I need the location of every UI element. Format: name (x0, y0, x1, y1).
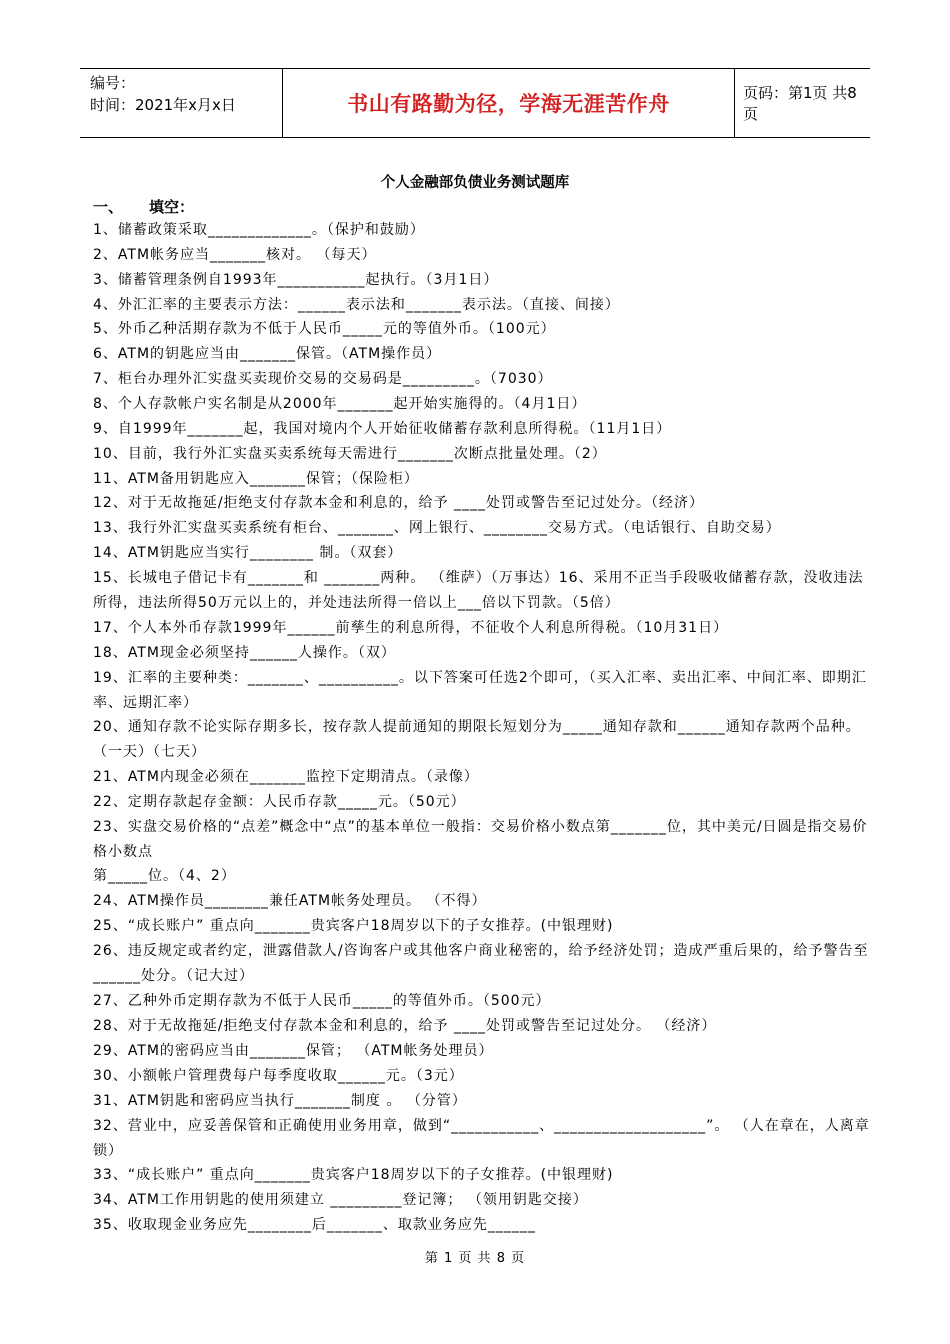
question-item: 12、对于无故拖延/拒绝支付存款本金和利息的，给予 ____处罚或警告至记过处分。（经济） (93, 495, 704, 511)
question-item: 7、柜台办理外汇实盘买卖现价交易的交易码是_________。（7030） (93, 371, 553, 387)
question-item: 22、定期存款起存金额：人民币存款_____元。（50元） (93, 794, 466, 810)
question-item: 21、ATM内现金必须在_______监控下定期清点。（录像） (93, 769, 479, 785)
header-page-label: 页码：第1页 共8页 (743, 84, 857, 123)
question-item: 18、ATM现金必须坚持______人操作。（双） (93, 645, 396, 661)
question-item: 20、通知存款不论实际存期多长，按存款人提前通知的期限长短划分为_____通知存款和______通知存款两个品种。（一天）（七天） (93, 719, 861, 760)
question-item: 11、ATM备用钥匙应入_______保管；（保险柜） (93, 471, 419, 487)
header-motto: 书山有路勤为径，学海无涯苦作舟 (283, 69, 735, 137)
question-item: 27、乙种外币定期存款为不低于人民币_____的等值外币。（500元） (93, 993, 551, 1009)
question-item: 5、外币乙种活期存款为不低于人民币_____元的等值外币。（100元） (93, 321, 556, 337)
section-number: 一、 (93, 198, 124, 216)
question-item: 26、违反规定或者约定，泄露借款人/咨询客户或其他客户商业秘密的，给予经济处罚；造成严重后果的，给予警告至______处分。（记大过） (93, 943, 869, 984)
question-item: 8、个人存款帐户实名制是从2000年_______起开始实施得的。（4月1日） (93, 396, 587, 412)
question-item: 4、外汇汇率的主要表示方法：______表示法和_______表示法。（直接、间接） (93, 297, 620, 313)
document-number-label: 编号： (90, 74, 136, 92)
header-meta (80, 69, 283, 137)
question-item: 31、ATM钥匙和密码应当执行_______制度 。 （分管） (93, 1093, 467, 1109)
question-item: 9、自1999年_______起，我国对境内个人开始征收储蓄存款利息所得税。（11月1日） (93, 421, 672, 437)
question-item: 30、小额帐户管理费每户每季度收取______元。（3元） (93, 1068, 464, 1084)
question-item: 32、营业中，应妥善保管和正确使用业务用章，做到“___________、___________________”。 （人在章在，人离章锁） (93, 1118, 870, 1159)
document-title: 个人金融部负债业务测试题库 (380, 175, 570, 191)
question-item: 23、实盘交易价格的“点差”概念中“点”的基本单位一般指：交易价格小数点第_______位，其中美元/日圆是指交易价格小数点 (93, 819, 868, 860)
question-item: 34、ATM工作用钥匙的使用须建立 _________登记簿； （领用钥匙交接） (93, 1192, 588, 1208)
question-item: 28、对于无故拖延/拒绝支付存款本金和利息的，给予 ____处罚或警告至记过处分。 （经济） (93, 1018, 717, 1034)
page-footer: 第 1 页 共 8 页 (424, 1251, 526, 1266)
page-header (80, 68, 870, 138)
document-date-label: 时间：2021年x月x日 (90, 96, 236, 114)
question-item: 第_____位。（4、2） (93, 868, 236, 884)
question-item: 33、“成长账户” 重点向_______贵宾客户18周岁以下的子女推荐。(中银理财) (93, 1167, 614, 1183)
question-item: 29、ATM的密码应当由_______保管； （ATM帐务处理员） (93, 1043, 494, 1059)
question-item: 10、目前，我行外汇实盘买卖系统每天需进行_______次断点批量处理。（2） (93, 446, 607, 462)
question-item: 24、ATM操作员________兼任ATM帐务处理员。 （不得） (93, 893, 487, 909)
section-title: 填空： (149, 198, 195, 216)
question-item: 17、个人本外币存款1999年______前孳生的利息所得，不征收个人利息所得税。（10月31日） (93, 620, 729, 636)
question-item: 14、ATM钥匙应当实行________ 制。（双套） (93, 545, 403, 561)
question-item: 35、收取现金业务应先________后_______、取款业务应先______ (93, 1217, 536, 1233)
question-item: 19、汇率的主要种类：_______、__________。以下答案可任选2个即可，（买入汇率、卖出汇率、中间汇率、即期汇率、远期汇率） (93, 670, 867, 711)
question-item: 25、“成长账户” 重点向_______贵宾客户18周岁以下的子女推荐。(中银理财) (93, 918, 614, 934)
question-item: 2、ATM帐务应当_______核对。 （每天） (93, 247, 377, 263)
question-item: 6、ATM的钥匙应当由_______保管。（ATM操作员） (93, 346, 442, 362)
question-item: 13、我行外汇实盘买卖系统有柜台、_______、网上银行、________交易方式。（电话银行、自助交易） (93, 520, 781, 536)
question-item: 15、长城电子借记卡有_______和 _______两种。 （维萨）（万事达）16、采用不正当手段吸收储蓄存款，没收违法所得，违法所得50万元以上的，并处违法所得一倍以上___倍以下罚款。（5倍） (93, 570, 864, 611)
section-heading (93, 196, 194, 217)
question-item: 3、储蓄管理条例自1993年___________起执行。（3月1日） (93, 272, 499, 288)
question-item: 1、储蓄政策采取_____________。（保护和鼓励） (93, 222, 425, 238)
